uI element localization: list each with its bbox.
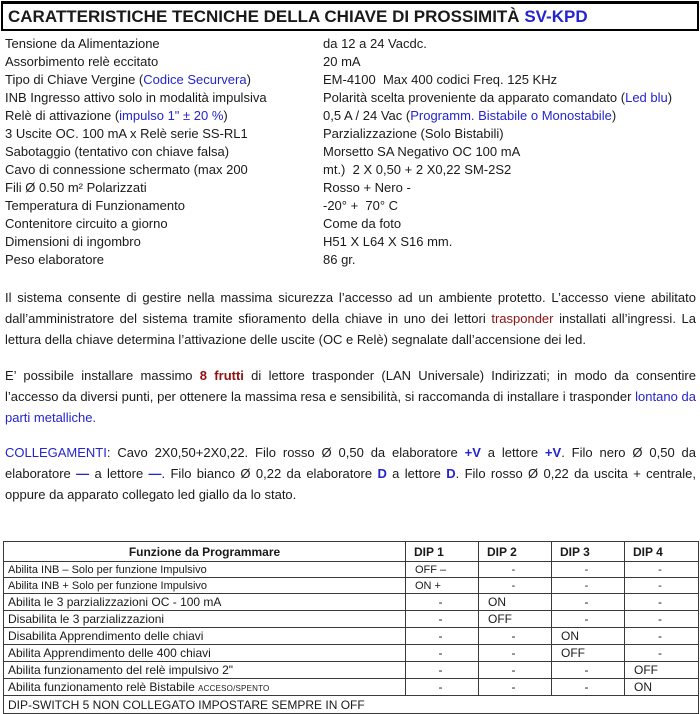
text-segment: a lettore bbox=[89, 466, 149, 481]
spec-value bbox=[323, 53, 700, 71]
dip4-cell: ON bbox=[625, 679, 699, 696]
spec-label bbox=[5, 89, 323, 107]
dip-table-row bbox=[4, 562, 699, 578]
dip1-cell: - bbox=[406, 679, 479, 696]
text-segment: a lettore bbox=[480, 445, 545, 460]
spec-label bbox=[5, 107, 323, 125]
dip1-cell: - bbox=[406, 628, 479, 645]
dip-switch5-note: DIP-SWITCH 5 NON COLLEGATO IMPOSTARE SEMPRE IN OFF bbox=[4, 696, 699, 714]
text-segment: 8 frutti bbox=[199, 368, 244, 383]
dip1-cell: - bbox=[406, 645, 479, 662]
text-segment: Morsetto SA Negativo OC 100 mA bbox=[323, 144, 521, 159]
text-segment: D bbox=[446, 466, 456, 481]
spec-value bbox=[323, 71, 700, 89]
spec-row bbox=[5, 107, 700, 125]
text-segment: . Filo bianco Ø 0,22 da elaboratore bbox=[161, 466, 378, 481]
text-segment: -20° + 70° C bbox=[323, 198, 399, 213]
dip-switch-table bbox=[3, 541, 699, 714]
spec-label bbox=[5, 161, 323, 179]
paragraph bbox=[5, 287, 700, 350]
funzione-text: Abilita Apprendimento delle 400 chiavi bbox=[8, 646, 211, 660]
dip1-cell: ON + bbox=[406, 578, 479, 594]
spec-value bbox=[323, 233, 700, 251]
funzione-smallcaps-text: ACCESO/SPENTO bbox=[198, 684, 270, 693]
spec-row bbox=[5, 233, 700, 251]
spec-row bbox=[5, 161, 700, 179]
dip2-cell: - bbox=[479, 645, 552, 662]
dip4-cell: - bbox=[625, 594, 699, 611]
text-segment: trasponder bbox=[491, 311, 554, 326]
funzione-cell bbox=[4, 645, 406, 662]
spec-value bbox=[323, 161, 700, 179]
text-segment: 86 gr. bbox=[323, 252, 356, 267]
dip3-cell: - bbox=[552, 578, 625, 594]
header-dip1: DIP 1 bbox=[406, 542, 479, 562]
text-segment: Contenitore circuito a giorno bbox=[5, 216, 168, 231]
text-segment: CARATTERISTICHE TECNICHE DELLA CHIAVE DI PROSSIMITÀ bbox=[8, 6, 525, 26]
dip4-cell: - bbox=[625, 578, 699, 594]
spec-row bbox=[5, 251, 700, 269]
spec-row bbox=[5, 143, 700, 161]
funzione-cell bbox=[4, 611, 406, 628]
text-segment: Programm. Bistabile o Monostabile bbox=[410, 108, 612, 123]
dip-table-row bbox=[4, 679, 699, 696]
text-segment: a lettore bbox=[386, 466, 447, 481]
spec-row bbox=[5, 35, 700, 53]
page-title bbox=[1, 1, 699, 31]
text-segment: . Filo rosso Ø 0,22 da uscita + centrale, oppure da apparato collegato led giallo da lo stato. bbox=[5, 466, 700, 502]
header-dip4: DIP 4 bbox=[625, 542, 699, 562]
spec-value bbox=[323, 107, 700, 125]
spec-label bbox=[5, 125, 323, 143]
text-segment: 3 Uscite OC. 100 mA x Relè serie SS-RL1 bbox=[5, 126, 248, 141]
dip-table-row bbox=[4, 662, 699, 679]
spec-value bbox=[323, 143, 700, 161]
spec-list bbox=[0, 35, 700, 269]
spec-row bbox=[5, 53, 700, 71]
spec-label bbox=[5, 53, 323, 71]
dip3-cell: OFF bbox=[552, 645, 625, 662]
text-segment: Parzializzazione (Solo Bistabili) bbox=[323, 126, 504, 141]
description-paragraphs bbox=[0, 287, 700, 505]
spec-value bbox=[323, 89, 700, 107]
spec-label bbox=[5, 71, 323, 89]
text-segment: Polarità scelta proveniente da apparato comandato ( bbox=[323, 90, 626, 105]
spec-label bbox=[5, 143, 323, 161]
dip1-cell: OFF – bbox=[406, 562, 479, 578]
spec-label bbox=[5, 35, 323, 53]
dip3-cell: - bbox=[552, 562, 625, 578]
dip3-cell: - bbox=[552, 662, 625, 679]
dip2-cell: - bbox=[479, 662, 552, 679]
spec-value bbox=[323, 125, 700, 143]
funzione-cell bbox=[4, 562, 406, 578]
spec-value bbox=[323, 197, 700, 215]
dip1-cell: - bbox=[406, 611, 479, 628]
text-segment: 20 mA bbox=[323, 54, 361, 69]
spec-value bbox=[323, 35, 700, 53]
text-segment: Led blu bbox=[625, 90, 668, 105]
dip2-cell: ON bbox=[479, 594, 552, 611]
funzione-text: Abilita INB + Solo per funzione Impulsivo bbox=[8, 579, 208, 592]
text-segment: Tensione da Alimentazione bbox=[5, 36, 160, 51]
text-segment: Relè di attivazione ( bbox=[5, 108, 120, 123]
text-segment: INB Ingresso attivo solo in modalità impulsiva bbox=[5, 90, 267, 105]
funzione-text: Abilita INB – Solo per funzione Impulsivo bbox=[8, 563, 207, 576]
spec-value bbox=[323, 251, 700, 269]
dip-table-row bbox=[4, 611, 699, 628]
dip3-cell: - bbox=[552, 594, 625, 611]
dip-table-row bbox=[4, 594, 699, 611]
dip3-cell: - bbox=[552, 611, 625, 628]
text-segment: — bbox=[148, 466, 162, 481]
text-segment: SV-KPD bbox=[524, 6, 588, 26]
dip4-cell: OFF bbox=[625, 662, 699, 679]
dip3-cell: - bbox=[552, 679, 625, 696]
spec-label bbox=[5, 215, 323, 233]
text-segment: Il sistema consente di gestire nella massima sicurezza l’accesso ad un ambiente protetto. L’accesso viene abilitato dall’amministratore del sistema tramite sfioramento della chiave in uno dei lettori bbox=[5, 290, 700, 326]
text-segment: — bbox=[76, 466, 90, 481]
spec-label bbox=[5, 251, 323, 269]
dip2-cell: - bbox=[479, 562, 552, 578]
dip2-cell: OFF bbox=[479, 611, 552, 628]
text-segment: 0,5 A / 24 Vac ( bbox=[323, 108, 411, 123]
text-segment: impulso 1" ± 20 % bbox=[119, 108, 224, 123]
paragraph bbox=[5, 442, 700, 505]
funzione-text: Abilita funzionamento relè Bistabile bbox=[8, 680, 199, 694]
dip4-cell: - bbox=[625, 628, 699, 645]
dip2-cell: - bbox=[479, 628, 552, 645]
dip-table-row bbox=[4, 645, 699, 662]
dip-table-header-row bbox=[4, 542, 699, 562]
funzione-cell bbox=[4, 628, 406, 645]
spec-row bbox=[5, 179, 700, 197]
text-segment: Peso elaboratore bbox=[5, 252, 105, 267]
spec-label bbox=[5, 233, 323, 251]
text-segment: ) bbox=[246, 72, 251, 87]
text-segment: +V bbox=[464, 445, 481, 460]
funzione-cell bbox=[4, 662, 406, 679]
spec-row bbox=[5, 215, 700, 233]
dip-table-footer-row bbox=[4, 696, 699, 714]
spec-label bbox=[5, 197, 323, 215]
funzione-cell bbox=[4, 578, 406, 594]
text-segment: : Cavo 2X0,50+2X0,22. Filo rosso Ø 0,50 da elaboratore bbox=[106, 445, 465, 460]
text-segment: mt.) 2 X 0,50 + 2 X0,22 SM-2S2 bbox=[323, 162, 512, 177]
text-segment: . Filo nero Ø 0,50 da elaboratore bbox=[5, 445, 700, 481]
text-segment: Cavo di connessione schermato (max 200 bbox=[5, 162, 248, 177]
text-segment: Dimensioni di ingombro bbox=[5, 234, 141, 249]
header-funzione: Funzione da Programmare bbox=[4, 542, 406, 562]
dip1-cell: - bbox=[406, 662, 479, 679]
paragraph bbox=[5, 365, 700, 428]
dip4-cell: - bbox=[625, 562, 699, 578]
text-segment: installati all’ingressi. La lettura della chiave determina l’attivazione delle uscite (OC e Relè) segnalate dall’accensione dei led. bbox=[5, 311, 700, 347]
text-segment: lontano da parti metalliche. bbox=[5, 389, 700, 425]
funzione-text: Abilita funzionamento del relè impulsivo 2" bbox=[8, 663, 234, 677]
dip4-cell: - bbox=[625, 645, 699, 662]
text-segment: Come da foto bbox=[323, 216, 402, 231]
dip-table-row bbox=[4, 578, 699, 594]
spec-row bbox=[5, 197, 700, 215]
dip1-cell: - bbox=[406, 594, 479, 611]
spec-value bbox=[323, 215, 700, 233]
text-segment: Rosso + Nero - bbox=[323, 180, 411, 195]
spec-row bbox=[5, 89, 700, 107]
text-segment: D bbox=[377, 466, 387, 481]
text-segment: COLLEGAMENTI bbox=[5, 445, 107, 460]
funzione-text: Abilita le 3 parzializzazioni OC - 100 mA bbox=[8, 595, 222, 609]
header-dip3: DIP 3 bbox=[552, 542, 625, 562]
text-segment: ) bbox=[611, 108, 617, 123]
funzione-cell bbox=[4, 679, 406, 696]
spec-value bbox=[323, 179, 700, 197]
datasheet-page bbox=[0, 1, 700, 712]
text-segment: ) bbox=[223, 108, 228, 123]
text-segment: +V bbox=[544, 445, 562, 460]
text-segment: Assorbimento relè eccitato bbox=[5, 54, 159, 69]
dip-table-row bbox=[4, 628, 699, 645]
page-title-text bbox=[8, 7, 588, 27]
header-dip2: DIP 2 bbox=[479, 542, 552, 562]
dip4-cell: - bbox=[625, 611, 699, 628]
text-segment: ) bbox=[667, 90, 673, 105]
text-segment: di lettore trasponder (LAN Universale) Indirizzati; in modo da consentire l’accesso da diversi punti, per ottenere la massima resa e sensibilità, si raccomanda di installare i trasponder bbox=[5, 368, 700, 404]
text-segment: Sabotaggio (tentativo con chiave falsa) bbox=[5, 144, 230, 159]
text-segment: da 12 a 24 Vacdc. bbox=[323, 36, 427, 51]
funzione-cell bbox=[4, 594, 406, 611]
text-segment: Codice Securvera bbox=[143, 72, 247, 87]
dip3-cell: ON bbox=[552, 628, 625, 645]
text-segment: E’ possibile installare massimo bbox=[5, 368, 200, 383]
funzione-text: Disabilita le 3 parzializzazioni bbox=[8, 612, 165, 626]
spec-label bbox=[5, 179, 323, 197]
spec-row bbox=[5, 125, 700, 143]
dip2-cell: - bbox=[479, 679, 552, 696]
text-segment: Tipo di Chiave Vergine ( bbox=[5, 72, 144, 87]
text-segment: EM-4100 Max 400 codici Freq. 125 KHz bbox=[323, 72, 558, 87]
dip2-cell: - bbox=[479, 578, 552, 594]
funzione-text: Disabilita Apprendimento delle chiavi bbox=[8, 629, 204, 643]
text-segment: Fili Ø 0.50 m² Polarizzati bbox=[5, 180, 147, 195]
text-segment: H51 X L64 X S16 mm. bbox=[323, 234, 453, 249]
spec-row bbox=[5, 71, 700, 89]
text-segment: Temperatura di Funzionamento bbox=[5, 198, 185, 213]
